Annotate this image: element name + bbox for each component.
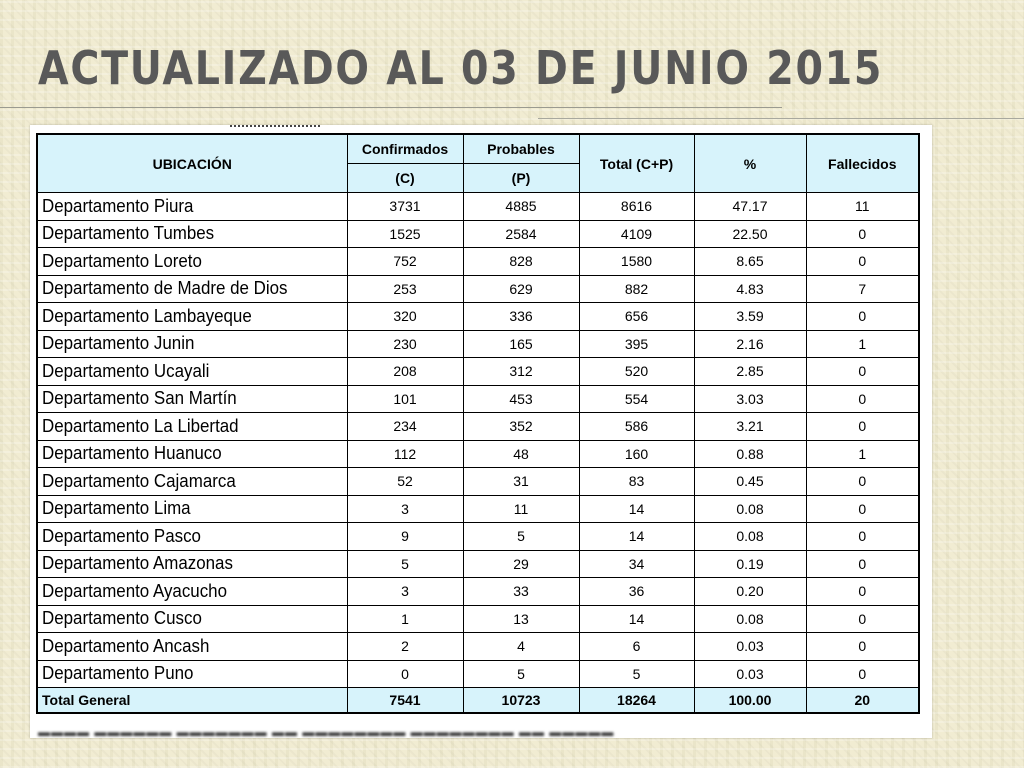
confirmados-cell: 112 — [347, 440, 463, 468]
fallecidos-cell: 0 — [806, 550, 919, 578]
total-cell: 5 — [579, 660, 694, 688]
table-row — [37, 633, 919, 661]
cases-table-body — [37, 134, 919, 713]
probables-cell: 165 — [463, 330, 579, 358]
table-row — [37, 550, 919, 578]
confirmados-cell: 1 — [347, 605, 463, 633]
fallecidos-cell: 0 — [806, 413, 919, 441]
fallecidos-cell: 0 — [806, 468, 919, 496]
ubicacion-cell — [37, 220, 347, 248]
total-confirmados-cell: 7541 — [347, 688, 463, 714]
total-cell: 14 — [579, 523, 694, 551]
header-ubicacion: UBICACIÓN — [37, 134, 347, 193]
ubicacion-cell — [37, 413, 347, 441]
header-confirmados: Confirmados — [347, 134, 463, 164]
fallecidos-cell: 0 — [806, 385, 919, 413]
percent-cell: 2.85 — [694, 358, 806, 386]
total-row — [37, 688, 919, 714]
ubicacion-label: Departamento Cajamarca — [42, 470, 236, 491]
total-cell: 1580 — [579, 248, 694, 276]
probables-cell: 31 — [463, 468, 579, 496]
total-cell: 882 — [579, 275, 694, 303]
probables-cell: 48 — [463, 440, 579, 468]
table-row — [37, 275, 919, 303]
header-total: Total (C+P) — [579, 134, 694, 193]
table-row — [37, 193, 919, 221]
probables-cell: 629 — [463, 275, 579, 303]
total-cell: 83 — [579, 468, 694, 496]
confirmados-cell: 320 — [347, 303, 463, 331]
total-cell: 586 — [579, 413, 694, 441]
confirmados-cell: 208 — [347, 358, 463, 386]
ubicacion-cell — [37, 550, 347, 578]
ubicacion-cell — [37, 193, 347, 221]
confirmados-cell: 230 — [347, 330, 463, 358]
ubicacion-label: Departamento Lambayeque — [42, 305, 252, 326]
total-cell: 395 — [579, 330, 694, 358]
percent-cell: 2.16 — [694, 330, 806, 358]
ubicacion-cell — [37, 275, 347, 303]
confirmados-cell: 253 — [347, 275, 463, 303]
table-row — [37, 440, 919, 468]
slide-title: ACTUALIZADO AL 03 DE JUNIO 2015 — [38, 41, 884, 95]
probables-cell: 5 — [463, 660, 579, 688]
ubicacion-label: Departamento Puno — [42, 663, 194, 684]
percent-cell: 0.20 — [694, 578, 806, 606]
confirmados-cell: 1525 — [347, 220, 463, 248]
cases-table — [36, 133, 920, 714]
ubicacion-label: Departamento Ancash — [42, 635, 210, 656]
fallecidos-cell: 1 — [806, 440, 919, 468]
probables-cell: 4 — [463, 633, 579, 661]
percent-cell: 0.45 — [694, 468, 806, 496]
probables-cell: 336 — [463, 303, 579, 331]
ubicacion-label: Departamento Huanuco — [42, 443, 222, 464]
total-cell: 656 — [579, 303, 694, 331]
header-probables-code: (P) — [463, 164, 579, 193]
fallecidos-cell: 11 — [806, 193, 919, 221]
percent-cell: 3.59 — [694, 303, 806, 331]
probables-cell: 5 — [463, 523, 579, 551]
percent-cell: 0.03 — [694, 633, 806, 661]
table-row — [37, 495, 919, 523]
ubicacion-cell — [37, 523, 347, 551]
total-label: Total General — [37, 688, 347, 714]
fallecidos-cell: 0 — [806, 523, 919, 551]
ubicacion-cell — [37, 303, 347, 331]
ubicacion-cell — [37, 248, 347, 276]
table-row — [37, 385, 919, 413]
confirmados-cell: 9 — [347, 523, 463, 551]
ubicacion-cell — [37, 385, 347, 413]
ubicacion-cell — [37, 358, 347, 386]
ubicacion-label: Departamento Pasco — [42, 525, 201, 546]
ubicacion-cell — [37, 495, 347, 523]
ubicacion-cell — [37, 578, 347, 606]
percent-cell: 0.03 — [694, 660, 806, 688]
table-row — [37, 578, 919, 606]
percent-cell: 47.17 — [694, 193, 806, 221]
percent-cell: 22.50 — [694, 220, 806, 248]
fallecidos-cell: 0 — [806, 633, 919, 661]
probables-cell: 312 — [463, 358, 579, 386]
ubicacion-cell — [37, 468, 347, 496]
total-cell: 554 — [579, 385, 694, 413]
confirmados-cell: 52 — [347, 468, 463, 496]
confirmados-cell: 3 — [347, 578, 463, 606]
confirmados-cell: 3731 — [347, 193, 463, 221]
fallecidos-cell: 0 — [806, 303, 919, 331]
ubicacion-label: Departamento La Libertad — [42, 415, 239, 436]
ubicacion-label: Departamento Loreto — [42, 250, 202, 271]
total-cell: 34 — [579, 550, 694, 578]
ubicacion-label: Departamento Piura — [42, 195, 194, 216]
probables-cell: 33 — [463, 578, 579, 606]
percent-cell: 8.65 — [694, 248, 806, 276]
total-probables-cell: 10723 — [463, 688, 579, 714]
ubicacion-label: Departamento San Martín — [42, 388, 237, 409]
percent-cell: 0.19 — [694, 550, 806, 578]
ubicacion-label: Departamento Junin — [42, 333, 195, 354]
probables-cell: 29 — [463, 550, 579, 578]
percent-cell: 3.21 — [694, 413, 806, 441]
table-row — [37, 468, 919, 496]
table-row — [37, 605, 919, 633]
header-row-1 — [37, 134, 919, 164]
fallecidos-cell: 0 — [806, 220, 919, 248]
percent-cell: 3.03 — [694, 385, 806, 413]
ubicacion-label: Departamento Lima — [42, 498, 191, 519]
ubicacion-label: Departamento Ayacucho — [42, 580, 227, 601]
probables-cell: 352 — [463, 413, 579, 441]
total-cell: 160 — [579, 440, 694, 468]
ubicacion-label: Departamento Cusco — [42, 608, 202, 629]
table-frame — [36, 133, 920, 714]
fallecidos-cell: 7 — [806, 275, 919, 303]
percent-cell: 0.08 — [694, 605, 806, 633]
header-confirmados-code: (C) — [347, 164, 463, 193]
total-total-cell: 18264 — [579, 688, 694, 714]
table-image-panel — [30, 125, 932, 738]
title-divider-secondary — [538, 118, 1024, 119]
ubicacion-label: Departamento Ucayali — [42, 360, 210, 381]
ubicacion-label: Departamento de Madre de Dios — [42, 278, 288, 299]
percent-cell: 4.83 — [694, 275, 806, 303]
confirmados-cell: 3 — [347, 495, 463, 523]
total-cell: 4109 — [579, 220, 694, 248]
fallecidos-cell: 1 — [806, 330, 919, 358]
total-cell: 36 — [579, 578, 694, 606]
ubicacion-cell — [37, 440, 347, 468]
total-cell: 14 — [579, 605, 694, 633]
probables-cell: 4885 — [463, 193, 579, 221]
confirmados-cell: 2 — [347, 633, 463, 661]
fallecidos-cell: 0 — [806, 578, 919, 606]
probables-cell: 453 — [463, 385, 579, 413]
fallecidos-cell: 0 — [806, 605, 919, 633]
confirmados-cell: 101 — [347, 385, 463, 413]
total-cell: 520 — [579, 358, 694, 386]
confirmados-cell: 0 — [347, 660, 463, 688]
title-divider — [0, 107, 782, 108]
total-cell: 14 — [579, 495, 694, 523]
ubicacion-cell — [37, 330, 347, 358]
cropped-caption-remnant — [230, 125, 320, 131]
fallecidos-cell: 0 — [806, 660, 919, 688]
total-fallecidos-cell: 20 — [806, 688, 919, 714]
fallecidos-cell: 0 — [806, 495, 919, 523]
ubicacion-cell — [37, 660, 347, 688]
table-row — [37, 523, 919, 551]
percent-cell: 0.88 — [694, 440, 806, 468]
probables-cell: 2584 — [463, 220, 579, 248]
ubicacion-cell — [37, 633, 347, 661]
fallecidos-cell: 0 — [806, 248, 919, 276]
percent-cell: 0.08 — [694, 523, 806, 551]
confirmados-cell: 752 — [347, 248, 463, 276]
fallecidos-cell: 0 — [806, 358, 919, 386]
header-probables: Probables — [463, 134, 579, 164]
table-row — [37, 303, 919, 331]
total-percent-cell: 100.00 — [694, 688, 806, 714]
total-cell: 6 — [579, 633, 694, 661]
source-note-blurred: ▬▬▬▬ ▬▬▬▬▬▬ ▬▬▬▬▬▬▬ ▬▬ ▬▬▬▬▬▬▬▬ ▬▬▬▬▬▬▬▬ ▬▬ ▬▬▬▬▬ — [38, 725, 615, 738]
probables-cell: 828 — [463, 248, 579, 276]
table-row — [37, 358, 919, 386]
ubicacion-cell — [37, 605, 347, 633]
ubicacion-label: Departamento Amazonas — [42, 553, 233, 574]
probables-cell: 11 — [463, 495, 579, 523]
table-row — [37, 660, 919, 688]
table-row — [37, 330, 919, 358]
table-row — [37, 248, 919, 276]
header-percent: % — [694, 134, 806, 193]
ubicacion-label: Departamento Tumbes — [42, 223, 215, 244]
table-row — [37, 220, 919, 248]
table-row — [37, 413, 919, 441]
header-fallecidos: Fallecidos — [806, 134, 919, 193]
confirmados-cell: 5 — [347, 550, 463, 578]
percent-cell: 0.08 — [694, 495, 806, 523]
total-cell: 8616 — [579, 193, 694, 221]
confirmados-cell: 234 — [347, 413, 463, 441]
probables-cell: 13 — [463, 605, 579, 633]
